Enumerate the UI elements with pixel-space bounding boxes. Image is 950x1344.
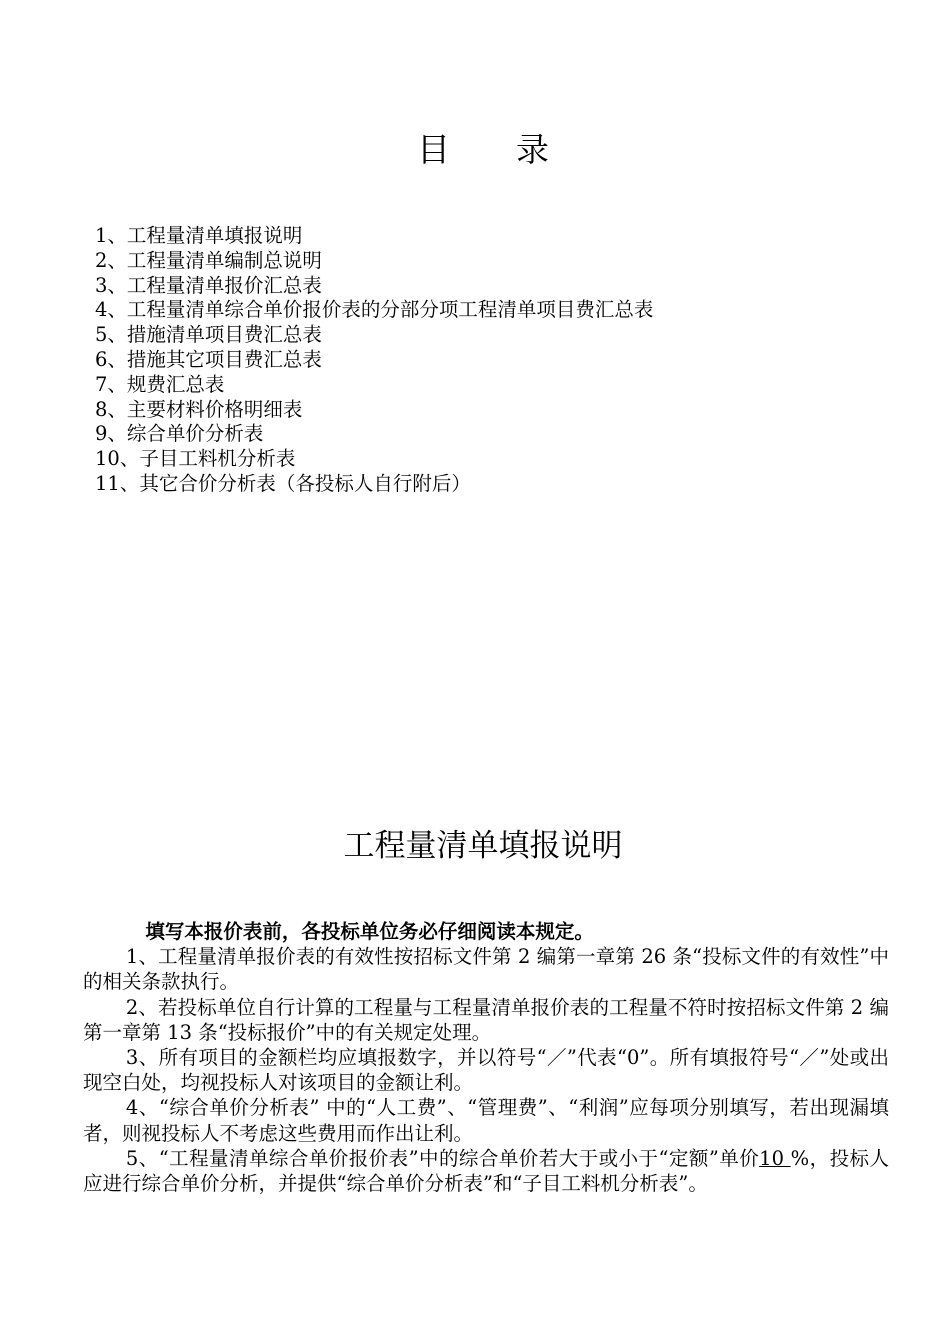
instruction-paragraph <box>83 1146 889 1196</box>
p5-text-before: 5、“工程量清单综合单价报价表”中的综合单价若大于或小于“定额”单价 <box>125 1146 760 1170</box>
instructions-body <box>83 919 889 1196</box>
toc-title: 目 录 <box>417 130 549 169</box>
toc-item: 11、其它合价分析表（各投标人自行附后） <box>95 471 471 495</box>
instruction-paragraph: 2、若投标单位自行计算的工程量与工程量清单报价表的工程量不符时按招标文件第 2 编第一章第 13 条“投标报价”中的有关规定处理。 <box>83 995 889 1044</box>
toc-item: 2、工程量清单编制总说明 <box>95 248 322 272</box>
section-title: 工程量清单填报说明 <box>343 828 623 864</box>
toc-item: 5、措施清单项目费汇总表 <box>95 323 322 347</box>
p5-text-after: %，投标人应进行综合单价分析，并提供“综合单价分析表”和“子目工料机分析表”。 <box>83 1146 889 1196</box>
toc-item: 9、综合单价分析表 <box>95 422 264 446</box>
p5-underlined-value: 10 <box>759 1146 791 1170</box>
toc-item: 1、工程量清单填报说明 <box>95 224 303 247</box>
instruction-paragraph: 3、所有项目的金额栏均应填报数字，并以符号“／”代表“0”。所有填报符号“／”处或出现空白处，均视投标人对该项目的金额让利。 <box>83 1046 889 1095</box>
toc-item: 8、主要材料价格明细表 <box>95 397 303 421</box>
toc-item: 4、工程量清单综合单价报价表的分部分项工程清单项目费汇总表 <box>95 298 654 322</box>
instruction-paragraph: 1、工程量清单报价表的有效性按招标文件第 2 编第一章第 26 条“投标文件的有效性”中的相关条款执行。 <box>83 945 889 994</box>
toc-item: 7、规费汇总表 <box>95 372 225 396</box>
toc-item: 3、工程量清单报价汇总表 <box>95 273 322 297</box>
toc-list <box>95 224 653 497</box>
instruction-paragraph: 4、“综合单价分析表” 中的“人工费”、“管理费”、“利润”应每项分别填写，若出现漏填者，则视投标人不考虑这些费用而作出让利。 <box>83 1096 889 1145</box>
toc-item: 10、子目工料机分析表 <box>95 447 296 471</box>
lead-notice: 填写本报价表前，各投标单位务必仔细阅读本规定。 <box>145 920 594 943</box>
toc-item: 6、措施其它项目费汇总表 <box>95 347 322 371</box>
